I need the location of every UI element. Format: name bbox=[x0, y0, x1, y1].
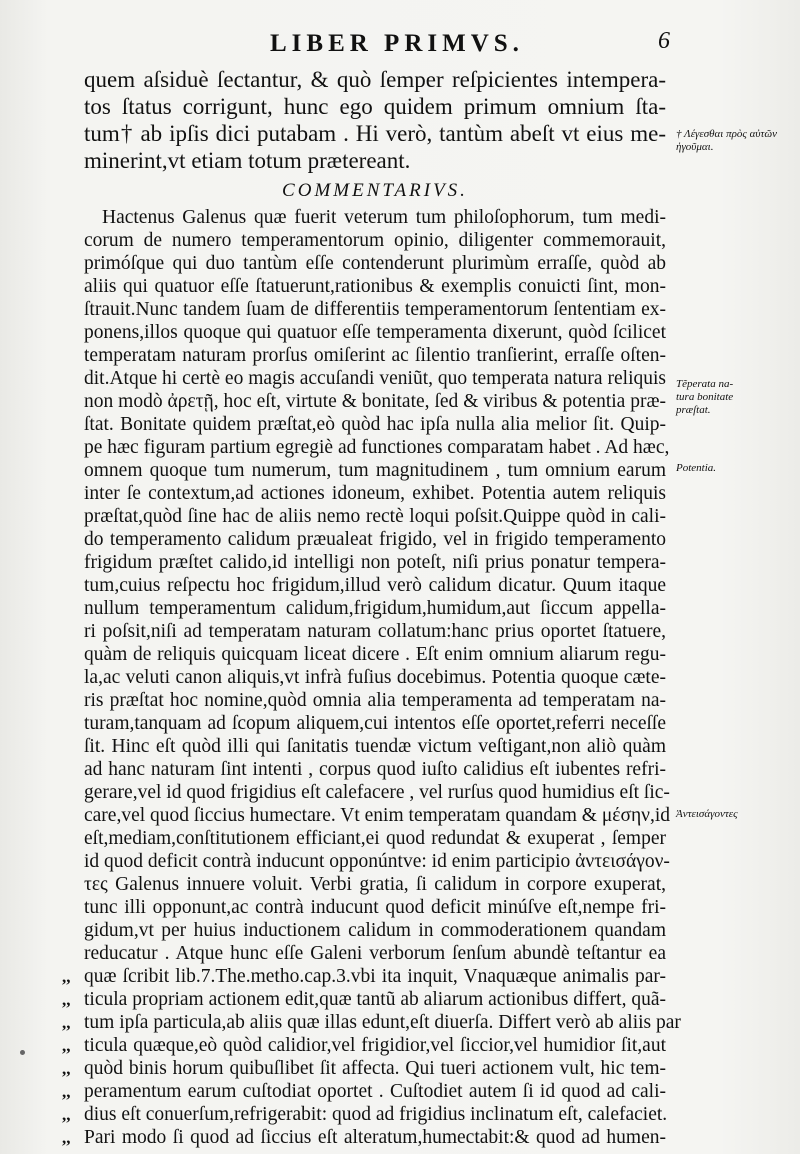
text-line bbox=[84, 275, 666, 298]
line-text: turam,tanquam ad ſcopum aliquem,cui intentos eſſe oportet,referri neceſſe bbox=[84, 713, 666, 734]
galen-text bbox=[84, 66, 666, 174]
text-line bbox=[84, 413, 666, 436]
text-line bbox=[84, 505, 666, 528]
main-text-block bbox=[62, 66, 681, 1149]
text-line bbox=[84, 206, 666, 229]
text-line bbox=[84, 620, 666, 643]
text-line: tum† ab ipſis dici putabam . Hi verò, tantùm abeſt vt eius me- bbox=[84, 121, 666, 146]
text-line bbox=[84, 390, 666, 413]
text-line: minerint,vt etiam totum prætereant. bbox=[84, 148, 411, 173]
text-line bbox=[84, 367, 666, 390]
line-text: gidum,vt per huius inductionem calidum in commoderationem quandam bbox=[84, 920, 666, 941]
text-line bbox=[84, 229, 666, 252]
text-line bbox=[84, 804, 671, 827]
text-line bbox=[62, 1103, 668, 1126]
line-text: peramentum earum cuſtodiat oportet . Cuſtodiet autem ſi id quod ad cali- bbox=[84, 1081, 666, 1102]
text-line bbox=[84, 643, 666, 666]
line-text: do temperamento calidum præualeat frigido, vel in frigido temperamento bbox=[84, 529, 666, 550]
text-line bbox=[84, 781, 670, 804]
text-line bbox=[84, 436, 670, 459]
text-line: tos ſtatus corrigunt, hunc ego quidem primum omnium ſta- bbox=[84, 94, 666, 119]
line-text: temperatam naturam prorſus omiſerint ac ſilentio tranſierint, erraſſe oſten- bbox=[84, 345, 666, 366]
quotation-marker: ,, bbox=[62, 967, 71, 986]
line-text: tunc illi opponunt,ac contrà inducunt quod deficit minúſve eſt,nempe fri- bbox=[84, 897, 666, 918]
line-text: tum,cuius reſpectu hoc frigidum,illud verò calidum dicatur. Quum itaque bbox=[84, 575, 666, 596]
text-line bbox=[84, 551, 666, 574]
running-head: LIBER PRIMVS. bbox=[270, 30, 524, 57]
text-line bbox=[84, 689, 666, 712]
quotation-marker: ,, bbox=[62, 1105, 71, 1124]
text-line bbox=[84, 850, 670, 873]
quotation-marker: ,, bbox=[62, 1082, 71, 1101]
margin-note-greek-gloss: † Λέγεσθαι πρὸς αὐτῶν ἡγοῦμαι. bbox=[676, 128, 778, 153]
text-line bbox=[84, 344, 666, 367]
ink-speck bbox=[20, 1050, 25, 1055]
line-text: Pari modo ſi quod ad ſiccius eſt alteratum,humectabit:& quod ad humen- bbox=[84, 1127, 666, 1148]
text-line bbox=[84, 942, 666, 965]
page-number: 6 bbox=[658, 28, 670, 54]
text-line bbox=[84, 873, 666, 896]
line-text: tum ipſa particula,ab aliis quæ illas edunt,eſt diuerſa. Differt verò ab aliis par bbox=[84, 1012, 681, 1033]
line-text: ri poſsit,niſi ad temperatam naturam collatum:hanc prius oportet ſtatuere, bbox=[84, 621, 666, 642]
margin-note-potentia: Potentia. bbox=[676, 462, 717, 474]
text-line bbox=[84, 896, 666, 919]
margin-note-antisagontes: Ἀντεισάγοντες bbox=[676, 808, 738, 820]
section-heading: COMMENTARIVS. bbox=[282, 180, 468, 201]
margin-note-temperata: Tẽperata na- tura bonitate præſtat. bbox=[676, 378, 734, 416]
text-line bbox=[84, 482, 666, 505]
line-text: ris præſtat hoc nomine,quòd omnia alia temperamenta ad temperatam na- bbox=[84, 690, 666, 711]
quotation-marker: ,, bbox=[62, 990, 71, 1009]
line-text: præſtat,quòd ſine hac de aliis nemo rectè loqui poſsit.Quippe quòd in cali- bbox=[84, 506, 666, 527]
line-text: gerare,vel id quod frigidius eſt calefacere , vel rurſus quod humidius eſt ſic- bbox=[84, 782, 670, 803]
margin-notes bbox=[676, 0, 796, 1154]
text-line bbox=[84, 758, 666, 781]
text-line bbox=[84, 528, 666, 551]
text-line bbox=[62, 1011, 681, 1034]
line-text: nullum temperamentum calidum,frigidum,humidum,aut ſiccum appella- bbox=[84, 598, 666, 619]
line-text: quòd binis horum quibuſlibet ſit affecta. Qui tueri actionem vult, hic tem- bbox=[84, 1058, 666, 1079]
text-line bbox=[62, 965, 666, 988]
text-line bbox=[84, 666, 666, 689]
page-header bbox=[270, 30, 670, 60]
line-text: ſtrauit.Nunc tandem ſuam de differentiis temperamentorum ſententiam ex- bbox=[84, 299, 666, 320]
quotation-marker: ,, bbox=[62, 1128, 71, 1147]
line-text: aliis qui quatuor eſſe ſtatuerunt,rationibus & exemplis conuicti ſint, mon- bbox=[84, 276, 666, 297]
line-text: quæ ſcribit lib.7.The.metho.cap.3.vbi ita inquit, Vnaquæque animalis par- bbox=[84, 966, 666, 987]
line-text: frigidum præſtet calido,id intelligi non poteſt, niſi prius ponatur tempera- bbox=[84, 552, 666, 573]
line-text: ad hanc naturam ſint intenti , corpus quod iuſto calidius eſt iubentes refri- bbox=[84, 759, 666, 780]
line-text: la,ac veluti canon aliquis,vt infrà fuſius docebimus. Potentia quoque cæte- bbox=[84, 667, 666, 688]
quotation-marker: ,, bbox=[62, 1036, 71, 1055]
text-line bbox=[84, 574, 666, 597]
line-text: care,vel quod ſiccius humectare. Vt enim temperatam quandam & μέσην,id bbox=[84, 805, 671, 826]
quotation-marker: ,, bbox=[62, 1059, 71, 1078]
line-text: ticula propriam actionem edit,quæ tantũ ab aliarum actionibus differt, quã- bbox=[84, 989, 666, 1010]
text-line: quem aſsiduè ſectantur, & quò ſemper reſpicientes intempera- bbox=[84, 67, 666, 92]
quotation-marker: ,, bbox=[62, 1013, 71, 1032]
text-line bbox=[62, 1080, 666, 1103]
text-line bbox=[62, 988, 666, 1011]
line-text: id quod deficit contrà inducunt opponúntve: id enim participio ἀντεισάγον- bbox=[84, 851, 670, 872]
text-line bbox=[62, 1034, 666, 1057]
text-line bbox=[84, 597, 666, 620]
text-line bbox=[62, 1057, 666, 1080]
line-text: dius eſt conuerſum,refrigerabit: quod ad frigidius inclinatum eſt, calefaciet. bbox=[84, 1104, 668, 1125]
line-text: reducatur . Atque hunc eſſe Galeni verborum ſenſum abundè teſtantur ea bbox=[84, 943, 666, 964]
line-text: quàm de reliquis quicquam liceat dicere . Eſt enim omnium aliarum regu- bbox=[84, 644, 666, 665]
line-text: pe hæc figuram partium egregiè ad functiones comparatam habet . Ad hæc, bbox=[84, 437, 670, 458]
text-line bbox=[84, 252, 666, 275]
line-text: corum de numero temperamentorum opinio, diligenter commemorauit, bbox=[84, 230, 666, 251]
text-line bbox=[84, 298, 666, 321]
line-text: non modò ἀρετῇ, hoc eſt, virtute & bonitate, ſed & viribus & potentia præ- bbox=[84, 391, 666, 412]
line-text: primóſque qui duo tantùm eſſe contenderunt plurimùm erraſſe, quòd ab bbox=[84, 253, 666, 274]
text-line bbox=[84, 459, 666, 482]
text-line bbox=[84, 712, 666, 735]
line-text: ticula quæque,eò quòd calidior,vel frigidior,vel ſiccior,vel humidior ſit,aut bbox=[84, 1035, 666, 1056]
line-text: ſtat. Bonitate quidem præſtat,eò quòd hac ipſa nulla alia melior ſit. Quip- bbox=[84, 414, 666, 435]
text-line bbox=[84, 919, 666, 942]
text-line bbox=[84, 827, 666, 850]
text-line bbox=[62, 1126, 666, 1149]
line-text: dit.Atque hi certè eo magis accuſandi veniũt, quo temperata natura reliquis bbox=[84, 368, 666, 389]
line-text: inter ſe contextum,ad actiones idoneum, exhibet. Potentia autem reliquis bbox=[84, 483, 666, 504]
line-text: τες Galenus innuere voluit. Verbi gratia, ſi calidum in corpore exuperat, bbox=[84, 874, 666, 895]
line-text: ſit. Hinc eſt quòd illi qui ſanitatis tuendæ victum veſtigant,non aliò quàm bbox=[84, 736, 666, 757]
text-line bbox=[84, 735, 666, 758]
line-text: Hactenus Galenus quæ fuerit veterum tum philoſophorum, tum medi- bbox=[102, 207, 666, 228]
line-text: ponens,illos quoque qui quatuor eſſe temperamenta dixerunt, quòd ſcilicet bbox=[84, 322, 666, 343]
line-text: eſt,mediam,conſtitutionem efficiant,ei quod redundat & exuperat , ſemper bbox=[84, 828, 666, 849]
line-text: omnem quoque tum numerum, tum magnitudinem , tum omnium earum bbox=[84, 460, 666, 481]
commentary-text bbox=[62, 206, 681, 1149]
text-line bbox=[84, 321, 666, 344]
